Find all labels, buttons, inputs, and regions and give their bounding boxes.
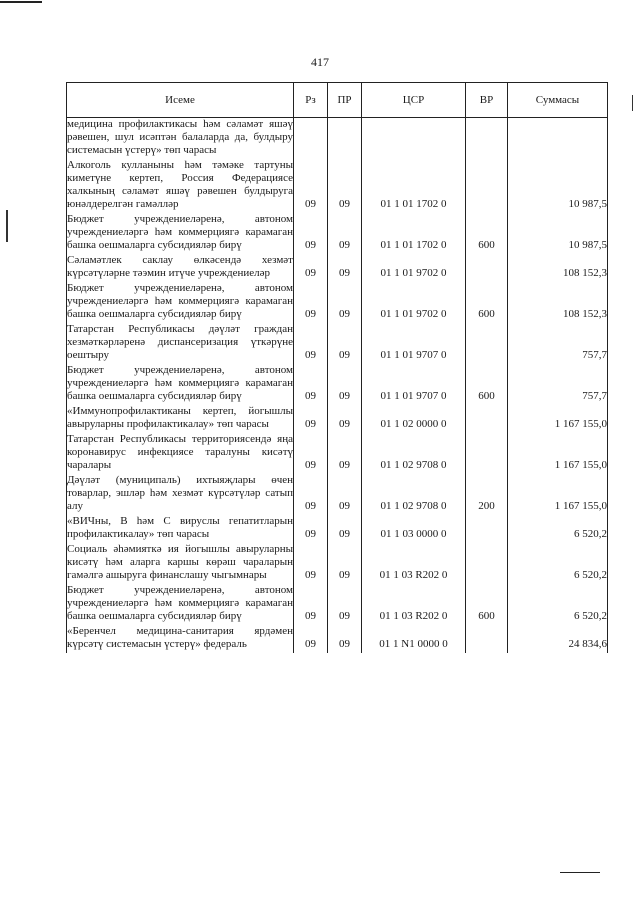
row-csr: 01 1 01 1702 0 — [362, 213, 466, 254]
row-vr: 200 — [466, 474, 508, 515]
row-pr: 09 — [328, 474, 362, 515]
table-row — [67, 323, 608, 364]
row-sum: 757,7 — [508, 364, 608, 405]
page-number: 417 — [311, 55, 329, 69]
row-pr: 09 — [328, 254, 362, 282]
table-row — [67, 364, 608, 405]
row-csr: 01 1 01 1702 0 — [362, 159, 466, 213]
row-rz: 09 — [294, 543, 328, 584]
row-csr: 01 1 01 9702 0 — [362, 254, 466, 282]
row-rz: 09 — [294, 282, 328, 323]
row-rz: 09 — [294, 159, 328, 213]
header-rz: Рз — [294, 83, 328, 118]
row-name: «Иммунопрофилактиканы кертеп, йогышлы авыруларны профилактикалау» төп чарасы — [67, 405, 294, 433]
header-pr: ПР — [328, 83, 362, 118]
header-csr: ЦСР — [362, 83, 466, 118]
table-row — [67, 543, 608, 584]
table-row — [67, 433, 608, 474]
table-header — [67, 83, 608, 118]
row-name: медицина профилактикасы һәм сәламәт яшәү рәвешен, шул исәптән балаларда да, булдыру системасын үстерү» төп чарасы — [67, 118, 294, 160]
row-pr: 09 — [328, 364, 362, 405]
row-rz: 09 — [294, 474, 328, 515]
row-name: «Беренчел медицина-санитария ярдәмен күрсәтү системасын үстерү» федераль — [67, 625, 294, 653]
row-pr: 09 — [328, 159, 362, 213]
row-csr: 01 1 03 0000 0 — [362, 515, 466, 543]
row-sum: 1 167 155,0 — [508, 433, 608, 474]
row-csr: 01 1 02 9708 0 — [362, 433, 466, 474]
row-sum: 10 987,5 — [508, 159, 608, 213]
row-sum: 6 520,2 — [508, 515, 608, 543]
row-sum: 24 834,6 — [508, 625, 608, 653]
row-vr — [466, 515, 508, 543]
row-rz: 09 — [294, 213, 328, 254]
row-csr: 01 1 01 9707 0 — [362, 364, 466, 405]
row-sum: 10 987,5 — [508, 213, 608, 254]
corner-rule-top — [0, 1, 42, 3]
row-pr: 09 — [328, 213, 362, 254]
row-vr — [466, 323, 508, 364]
table-row — [67, 474, 608, 515]
row-name: Бюджет учреждениеләренә, автоном учреждениеләргә һәм коммерциягә карамаган башка оешмаларга субсидияләр бирү — [67, 584, 294, 625]
table-row — [67, 254, 608, 282]
scan-mark-left — [6, 210, 8, 242]
row-pr: 09 — [328, 625, 362, 653]
row-name: «ВИЧны, В һәм С вируслы гепатитларын профилактикалау» төп чарасы — [67, 515, 294, 543]
row-csr: 01 1 N1 0000 0 — [362, 625, 466, 653]
row-rz: 09 — [294, 323, 328, 364]
row-rz: 09 — [294, 433, 328, 474]
row-vr: 600 — [466, 213, 508, 254]
row-rz: 09 — [294, 625, 328, 653]
row-name: Татарстан Республикасы территориясендә яңа коронавирус инфекциясе таралуны кисәтү чаралары — [67, 433, 294, 474]
row-sum: 6 520,2 — [508, 543, 608, 584]
row-rz: 09 — [294, 584, 328, 625]
row-vr — [466, 118, 508, 160]
row-sum: 1 167 155,0 — [508, 474, 608, 515]
header-sum: Суммасы — [508, 83, 608, 118]
row-vr: 600 — [466, 584, 508, 625]
row-vr — [466, 433, 508, 474]
row-sum: 108 152,3 — [508, 254, 608, 282]
row-csr: 01 1 03 R202 0 — [362, 584, 466, 625]
row-pr: 09 — [328, 323, 362, 364]
row-name: Татарстан Республикасы дәүләт граждан хезмәткәрләренә диспансеризация үткәрүне оештыру — [67, 323, 294, 364]
header-vr: ВР — [466, 83, 508, 118]
row-csr: 01 1 02 9708 0 — [362, 474, 466, 515]
row-name: Бюджет учреждениеләренә, автоном учреждениеләргә һәм коммерциягә карамаган башка оешмаларга субсидияләр бирү — [67, 364, 294, 405]
table-row — [67, 213, 608, 254]
row-vr — [466, 625, 508, 653]
table-row — [67, 118, 608, 160]
row-vr — [466, 159, 508, 213]
row-sum: 757,7 — [508, 323, 608, 364]
budget-table — [66, 82, 608, 653]
table-row — [67, 282, 608, 323]
row-sum — [508, 118, 608, 160]
row-name: Сәламәтлек саклау өлкәсендә хезмәт күрсәтүләрне тәэмин итүче учреждениеләр — [67, 254, 294, 282]
row-name: Социаль әһәмияткә ия йогышлы авыруларны кисәтү һәм аларга каршы көрәш чараларын гамәлгә ашыруга финанслашу чыгымнары — [67, 543, 294, 584]
header-name: Исеме — [67, 83, 294, 118]
row-pr: 09 — [328, 405, 362, 433]
row-rz: 09 — [294, 405, 328, 433]
row-csr — [362, 118, 466, 160]
row-csr: 01 1 02 0000 0 — [362, 405, 466, 433]
table-row — [67, 584, 608, 625]
row-sum: 108 152,3 — [508, 282, 608, 323]
row-vr: 600 — [466, 282, 508, 323]
row-pr: 09 — [328, 515, 362, 543]
table-row — [67, 405, 608, 433]
row-pr — [328, 118, 362, 160]
row-csr: 01 1 01 9702 0 — [362, 282, 466, 323]
row-name: Бюджет учреждениеләренә, автоном учреждениеләргә һәм коммерциягә карамаган башка оешмаларга субсидияләр бирү — [67, 282, 294, 323]
row-rz: 09 — [294, 254, 328, 282]
row-name: Дәүләт (муниципаль) ихтыяҗлары өчен товарлар, эшләр һәм хезмәт күрсәтүләр сатып алу — [67, 474, 294, 515]
row-vr — [466, 405, 508, 433]
row-name: Бюджет учреждениеләренә, автоном учреждениеләргә һәм коммерциягә карамаган башка оешмаларга субсидияләр бирү — [67, 213, 294, 254]
row-rz: 09 — [294, 515, 328, 543]
row-csr: 01 1 01 9707 0 — [362, 323, 466, 364]
row-vr — [466, 543, 508, 584]
row-vr — [466, 254, 508, 282]
row-pr: 09 — [328, 433, 362, 474]
table-row — [67, 515, 608, 543]
scan-mark-right — [632, 95, 633, 111]
row-pr: 09 — [328, 282, 362, 323]
row-rz — [294, 118, 328, 160]
table-row — [67, 625, 608, 653]
row-csr: 01 1 03 R202 0 — [362, 543, 466, 584]
table-row — [67, 159, 608, 213]
row-pr: 09 — [328, 543, 362, 584]
row-sum: 1 167 155,0 — [508, 405, 608, 433]
row-pr: 09 — [328, 584, 362, 625]
row-name: Алкоголь кулланыны һәм тәмәке тартуны киметүне кертеп, Россия Федерациясе халкының сәламәт яшәү рәвешен булдыруга юнәлдерелгән гамәлләр — [67, 159, 294, 213]
row-sum: 6 520,2 — [508, 584, 608, 625]
row-rz: 09 — [294, 364, 328, 405]
row-vr: 600 — [466, 364, 508, 405]
corner-rule-bottom — [560, 872, 600, 873]
